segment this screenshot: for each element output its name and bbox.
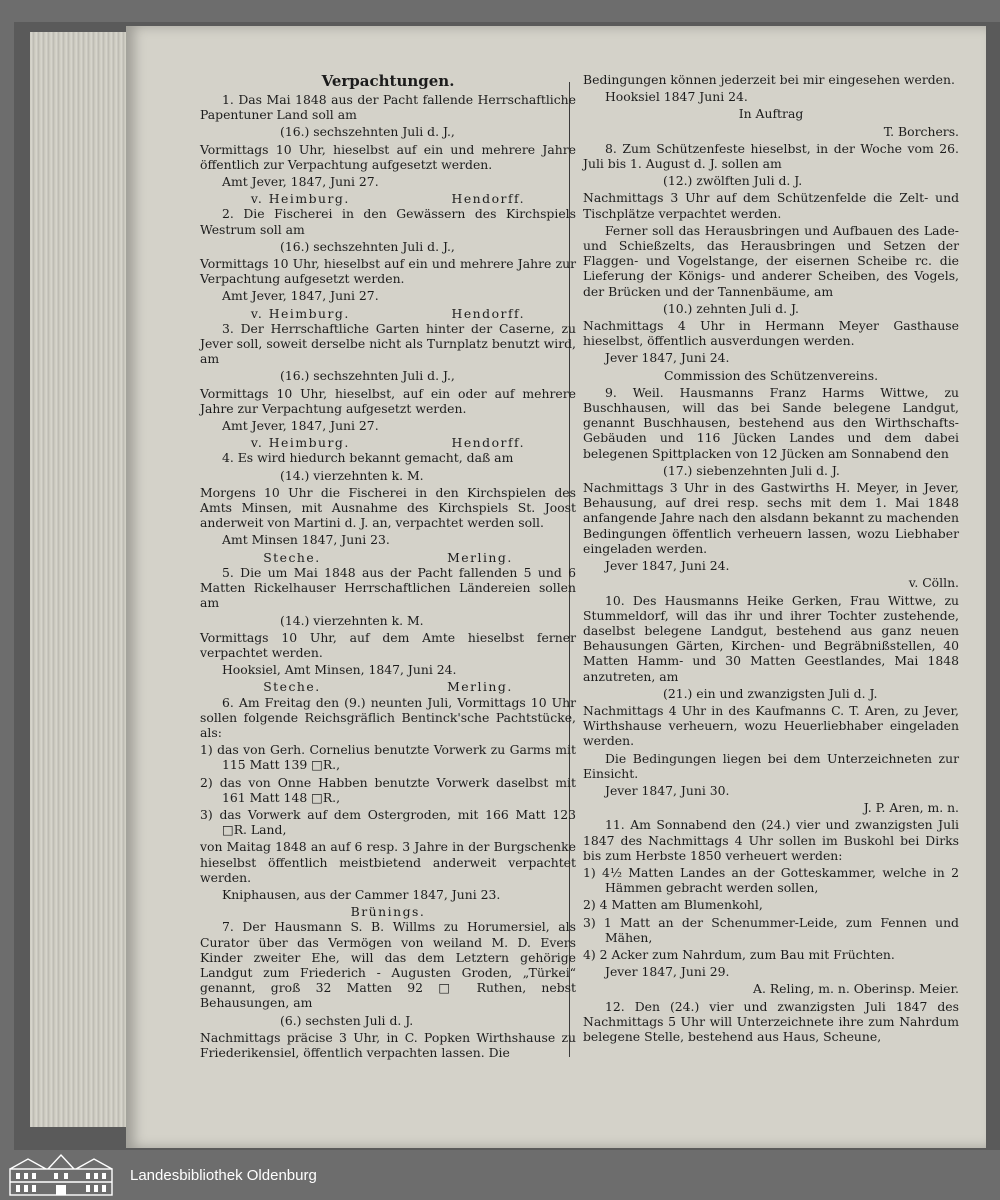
notice-text: Vormittags 10 Uhr, hieselbst auf ein und mehrere Jahre zur Verpachtung aufgesetzt werden. [200, 256, 576, 287]
notice-place-date: Jever 1847, Juni 24. [605, 350, 730, 366]
notice-signature [200, 435, 576, 450]
notice-date-line: (16.) sechszehnten Juli d. J., [280, 368, 455, 384]
signature-name: v. Heimburg. [250, 191, 350, 207]
right-column [583, 72, 959, 1046]
notice-place-date: Kniphausen, aus der Cammer 1847, Juni 23. [222, 886, 501, 902]
notice-signature: J. P. Aren, m. n. [863, 800, 959, 816]
notice-text: von Maitag 1848 an auf 6 resp. 3 Jahre in der Burgschenke hieselbst öffentlich meistbietend anderweit verpachtet werden. [200, 839, 576, 885]
notice-place-date: Amt Jever, 1847, Juni 27. [222, 418, 379, 434]
notice-date-line: (12.) zwölften Juli d. J. [663, 173, 803, 189]
notice-signature: T. Borchers. [883, 123, 959, 139]
notice-text: Nachmittags 3 Uhr auf dem Schützenfelde die Zelt- und Tischplätze verpachtet werden. [583, 190, 959, 221]
notice-signature [200, 306, 576, 321]
notice-text: Die Bedingungen liegen bei dem Unterzeichneten zur Einsicht. [583, 750, 959, 781]
notice-list-item: 1) 4½ Matten Landes an der Gotteskammer, welche in 2 Hämmen gebracht werden sollen, [583, 864, 959, 896]
notice-date-line: (17.) siebenzehnten Juli d. J. [663, 462, 840, 478]
notice-text: 6. Am Freitag den (9.) neunten Juli, Vormittags 10 Uhr sollen folgende Reichsgräflich Bentinck'sche Pachtstücke, als: [200, 694, 576, 740]
notice-date-line: (14.) vierzehnten k. M. [280, 612, 424, 628]
notice-text: 10. Des Hausmanns Heike Gerken, Frau Wittwe, zu Stummeldorf, will das ihr und ihrer Tochter zustehende, daselbst belegene Landgut, bestehend aus ganz neuen Behausungen Gärten, Kirchen- und Begräbnißstellen, 40 Matten Hamm- und 30 Matten Geestlandes, Mai 1848 anzutreten, am [583, 592, 959, 684]
notice-text: 11. Am Sonnabend den (24.) vier und zwanzigsten Juli 1847 des Nachmittags 4 Uhr sollen im Buskohl bei Dirks bis zum Herbste 1850 verheuert werden: [583, 817, 959, 863]
notice-text: Nachmittags präcise 3 Uhr, in C. Popken Wirthshause zu Friederikensiel, öffentlich verpachten lassen. Die [200, 1029, 576, 1060]
notice-signature [200, 904, 576, 919]
notice-date-line: (6.) sechsten Juli d. J. [280, 1012, 414, 1028]
notice-signature [200, 679, 576, 694]
notice-date-line: (14.) vierzehnten k. M. [280, 467, 424, 483]
notice-signature [200, 191, 576, 206]
left-column [200, 72, 576, 1062]
notice-text: Bedingungen können jederzeit bei mir eingesehen werden. [583, 72, 955, 87]
section-heading: Verpachtungen. [321, 72, 455, 90]
notice-place-date: Amt Jever, 1847, Juni 27. [222, 174, 379, 190]
notice-text: 5. Die um Mai 1848 aus der Pacht fallenden 5 und 6 Matten Rickelhauser Herrschaftlichen Ländereien sollen am [200, 564, 576, 611]
signature-name: Hendorff. [451, 435, 526, 451]
signature-name: Brünings. [350, 904, 426, 920]
signature-name: v. Heimburg. [250, 435, 350, 451]
notice-text: 4. Es wird hiedurch bekannt gemacht, daß am [222, 450, 514, 466]
notice-list-item: 2) 4 Matten am Blumenkohl, [583, 897, 763, 913]
notice-text: Ferner soll das Herausbringen und Aufbauen des Lade- und Schießzelts, das Herausbringen und Setzen der Flaggen- und Vogelstange, der eisernen Scheibe rc. die Lieferung der Königs- und anderer Scheiben, des Vogels, der Brücken und der Tannenbäume, am [583, 222, 959, 299]
notice-text: Nachmittags 4 Uhr in des Kaufmanns C. T. Aren, zu Jever, Wirthshause verheuern, wozu Heuerliebhaber eingeladen werden. [583, 702, 959, 749]
notice-text: Vormittags 10 Uhr, auf dem Amte hieselbst ferner verpachtet werden. [200, 629, 576, 660]
signature-name: Merling. [447, 679, 513, 695]
signature-name: Merling. [447, 549, 513, 565]
notice-text: 8. Zum Schützenfeste hieselbst, in der Woche vom 26. Juli bis 1. August d. J. sollen am [583, 140, 959, 172]
notice-place-date: Jever 1847, Juni 30. [605, 782, 730, 798]
notice-text: 1. Das Mai 1848 aus der Pacht fallende Herrschaftliche Papentuner Land soll am [200, 92, 576, 123]
signature-name: Hendorff. [451, 191, 526, 207]
notice-text: Nachmittags 4 Uhr in Hermann Meyer Gasthause hieselbst, öffentlich ausverdungen werden. [583, 318, 959, 349]
notice-text: 2. Die Fischerei in den Gewässern des Kirchspiels Westrum soll am [200, 206, 576, 237]
notice-list-item: 4) 2 Acker zum Nahrdum, zum Bau mit Früchten. [583, 946, 895, 962]
notice-date-line: (21.) ein und zwanzigsten Juli d. J. [663, 685, 878, 701]
signature-name: v. Heimburg. [250, 305, 350, 321]
notice-signature: v. Cölln. [908, 575, 959, 591]
notice-text: 12. Den (24.) vier und zwanzigsten Juli 1847 des Nachmittags 5 Uhr will Unterzeichnete ihre zum Nahrdum belegene Stelle, bestehend aus Haus, Scheune, [583, 998, 959, 1044]
notice-place-date: Amt Jever, 1847, Juni 27. [222, 288, 379, 304]
notice-text: Nachmittags 3 Uhr in des Gastwirths H. Meyer, in Jever, Behausung, auf drei resp. sechs mit dem 1. Mai 1848 anfangende Jahre nach den alsdann bekannt zu machenden Bedingungen öffentlich verheuern lassen, wozu Liebhaber eingeladen werden. [583, 480, 959, 556]
notice-text: In Auftrag [738, 106, 804, 122]
notice-date-line: (16.) sechszehnten Juli d. J., [280, 238, 455, 254]
notice-place-date: Jever 1847, Juni 24. [605, 558, 730, 574]
notice-place-date: Hooksiel, Amt Minsen, 1847, Juni 24. [222, 662, 457, 678]
notice-date-line: (10.) zehnten Juli d. J. [663, 300, 799, 316]
signature-name: Hendorff. [451, 305, 526, 321]
notice-text: 3. Der Herrschaftliche Garten hinter der Caserne, zu Jever soll, soweit derselbe nicht als Turnplatz benutzt wird, am [200, 320, 576, 367]
notice-text: Morgens 10 Uhr die Fischerei in den Kirchspielen des Amts Minsen, mit Ausnahme des Kirchspiels St. Joost anderweit von Martini d. J. an, verpachtet werden soll. [200, 484, 576, 531]
notice-list-item: 3) 1 Matt an der Schenummer-Leide, zum Fennen und Mähen, [583, 914, 959, 945]
notice-date-line: (16.) sechszehnten Juli d. J., [280, 124, 455, 140]
notice-place-date: Amt Minsen 1847, Juni 23. [222, 532, 390, 548]
notice-place-date: Hooksiel 1847 Juni 24. [605, 89, 748, 105]
library-name[interactable]: Landesbibliothek Oldenburg [130, 1166, 317, 1184]
signature-name: Steche. [263, 679, 321, 695]
signature-name: Steche. [263, 549, 321, 565]
notice-list-item: 2) das von Onne Habben benutzte Vorwerk daselbst mit 161 Matt 148 □R., [200, 774, 576, 805]
notice-text: Vormittags 10 Uhr, hieselbst auf ein und mehrere Jahre öffentlich zur Verpachtung aufgesetzt werden. [200, 141, 576, 172]
notice-place-date: Jever 1847, Juni 29. [605, 964, 730, 980]
notice-signature [200, 550, 576, 565]
notice-text: Vormittags 10 Uhr, hieselbst, auf ein oder auf mehrere Jahre zur Verpachtung aufgesetzt werden. [200, 385, 576, 416]
library-building-icon [8, 1153, 114, 1197]
notice-signature: A. Reling, m. n. Oberinsp. Meier. [753, 981, 959, 997]
notice-list-item: 1) das von Gerh. Cornelius benutzte Vorwerk zu Garms mit 115 Matt 139 □R., [200, 742, 576, 773]
notice-list-item: 3) das Vorwerk auf dem Ostergroden, mit 166 Matt 123 □R. Land, [200, 806, 576, 838]
page-edges [30, 32, 130, 1127]
library-footer [0, 1150, 1000, 1200]
notice-text: 7. Der Hausmann S. B. Willms zu Horumersiel, als Curator über das Vermögen von weiland M. D. Evers Kinder zweiter Ehe, will das dem Letztern gehörige Landgut zum Friederich - Augusten Groden, „Türkei“ genannt, groß 32 Matten 92 □ Ruthen, nebst Behausungen, am [200, 919, 576, 1011]
notice-text: 9. Weil. Hausmanns Franz Harms Wittwe, zu Buschhausen, will das bei Sande belegene Landgut, genannt Buschhausen, bestehend aus den Wirthschafts-Gebäuden und 116 Jücken Landes und dem dabei belegenen Spittplacken von 12 Jücken am Sonnabend den [583, 384, 959, 461]
notice-signature: Commission des Schützenvereins. [663, 367, 879, 383]
